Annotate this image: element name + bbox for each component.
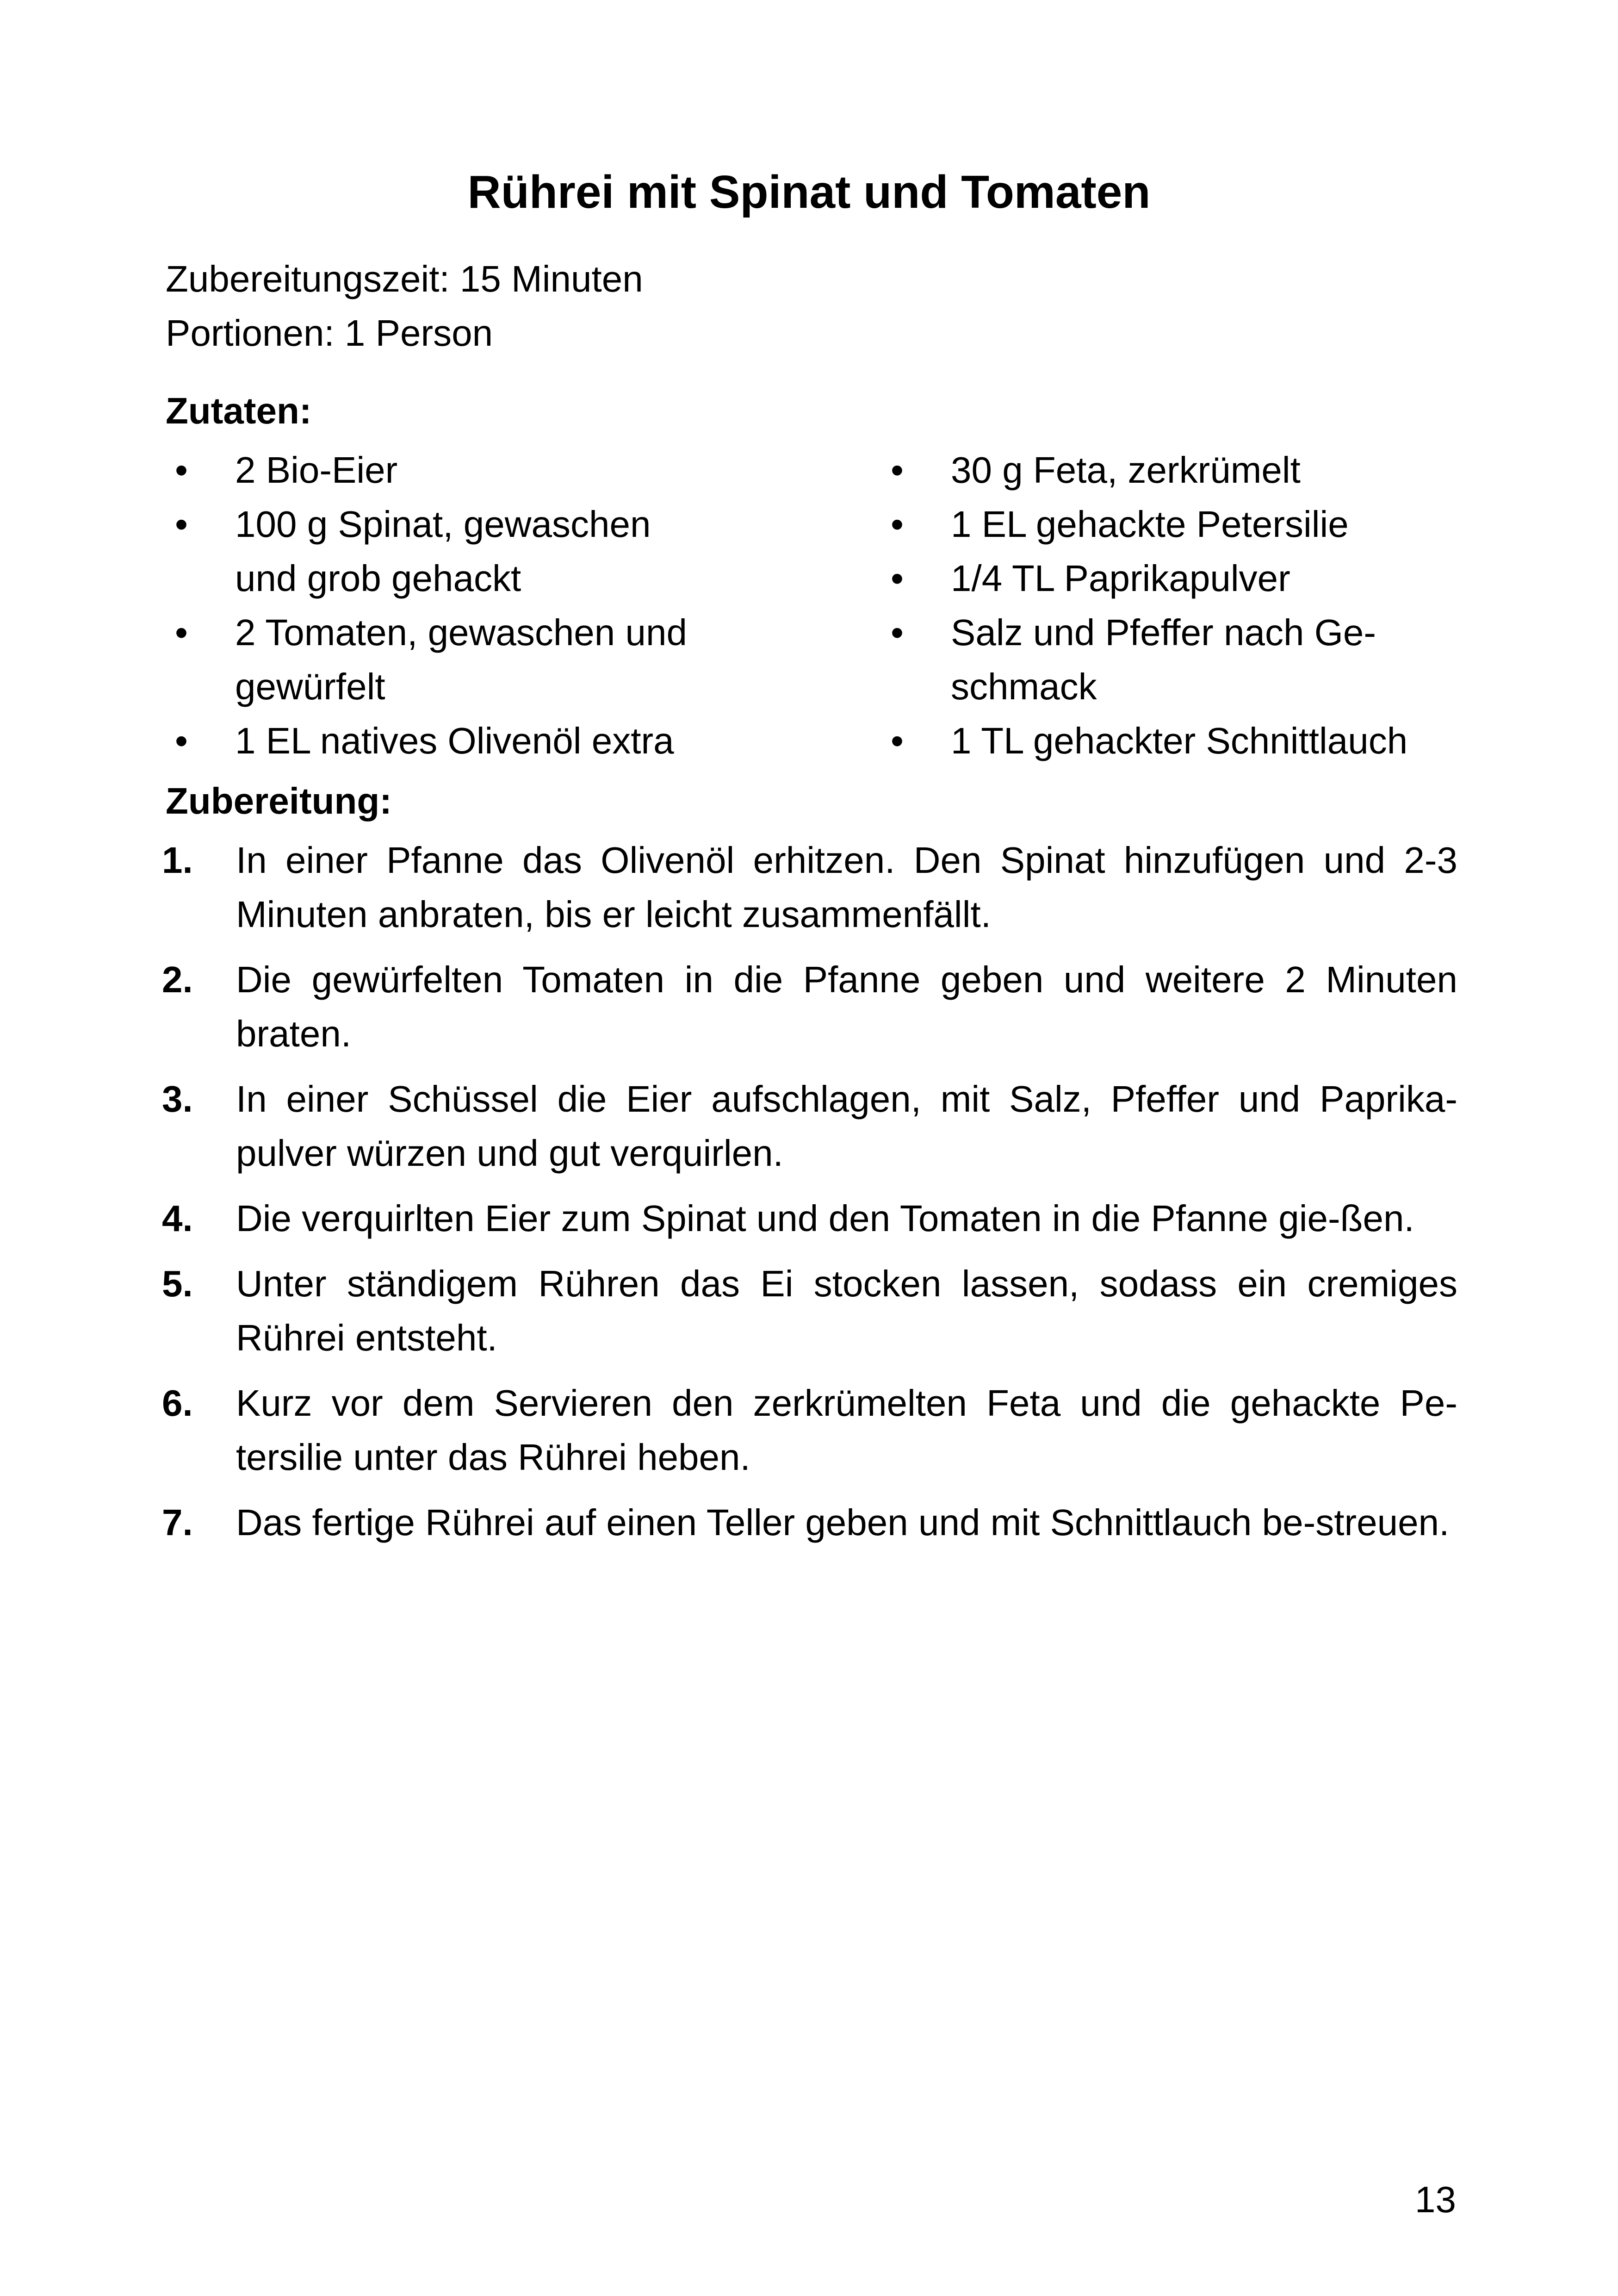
- ingredient-item: [881, 443, 1506, 497]
- step-item: [162, 1072, 1457, 1180]
- step-text: Die verquirlten Eier zum Spinat und den Tomaten in die Pfanne gie-ßen.: [236, 1198, 1414, 1239]
- ingredient-item: [166, 605, 790, 714]
- preparation-steps: [162, 833, 1457, 1561]
- ingredient-text: 2 Bio-Eier: [235, 449, 398, 491]
- ingredient-item: [166, 714, 790, 768]
- step-number: 4.: [162, 1198, 193, 1239]
- ingredient-text: 100 g Spinat, gewaschen: [235, 504, 651, 545]
- step-number: 6.: [162, 1382, 193, 1424]
- ingredient-item: [166, 443, 790, 497]
- step-number: 2.: [162, 959, 193, 1000]
- step-item: [162, 1257, 1457, 1365]
- ingredient-item: [881, 551, 1506, 605]
- bullet-icon: •: [175, 720, 188, 761]
- step-number: 5.: [162, 1263, 193, 1304]
- page-number: 13: [1415, 2179, 1456, 2220]
- preparation-heading: Zubereitung:: [166, 780, 392, 821]
- bullet-icon: •: [175, 504, 188, 545]
- step-text: Kurz vor dem Servieren den zerkrümelten Feta und die gehackte Pe-tersilie unter das Rührei heben.: [236, 1382, 1457, 1478]
- bullet-icon: •: [891, 720, 904, 761]
- ingredient-text: gewürfelt: [235, 666, 385, 707]
- servings: Portionen: 1 Person: [166, 312, 493, 354]
- bullet-icon: •: [175, 612, 188, 653]
- ingredients-right-column: [881, 443, 1506, 768]
- ingredient-text: 1 TL gehackter Schnittlauch: [951, 720, 1408, 761]
- step-number: 7.: [162, 1502, 193, 1543]
- ingredient-text: 1 EL gehackte Petersilie: [951, 504, 1349, 545]
- step-item: [162, 1376, 1457, 1484]
- bullet-icon: •: [891, 504, 904, 545]
- step-text: In einer Schüssel die Eier aufschlagen, mit Salz, Pfeffer und Paprika-pulver würzen und gut verquirlen.: [236, 1078, 1457, 1174]
- step-item: [162, 1191, 1457, 1245]
- bullet-icon: •: [891, 612, 904, 653]
- step-item: [162, 833, 1457, 941]
- bullet-icon: •: [891, 558, 904, 599]
- ingredients-left-column: [166, 443, 790, 768]
- prep-time: Zubereitungszeit: 15 Minuten: [166, 258, 643, 299]
- step-text: Unter ständigem Rühren das Ei stocken lassen, sodass ein cremiges Rührei entsteht.: [236, 1263, 1457, 1358]
- ingredient-text: 1/4 TL Paprikapulver: [951, 558, 1290, 599]
- ingredient-text: 2 Tomaten, gewaschen und: [235, 612, 687, 653]
- bullet-icon: •: [175, 449, 188, 491]
- step-text: Die gewürfelten Tomaten in die Pfanne geben und weitere 2 Minuten braten.: [236, 959, 1457, 1054]
- step-item: [162, 1495, 1457, 1549]
- ingredient-item: [166, 497, 790, 605]
- bullet-icon: •: [891, 449, 904, 491]
- ingredient-item: [881, 497, 1506, 551]
- ingredient-text: 1 EL natives Olivenöl extra: [235, 720, 674, 761]
- ingredient-text: und grob gehackt: [235, 558, 521, 599]
- step-number: 1.: [162, 840, 193, 881]
- step-number: 3.: [162, 1078, 193, 1120]
- ingredient-text: schmack: [951, 666, 1097, 707]
- ingredient-item: [881, 605, 1506, 714]
- ingredient-text: Salz und Pfeffer nach Ge-: [951, 612, 1376, 653]
- step-text: Das fertige Rührei auf einen Teller geben und mit Schnittlauch be-streuen.: [236, 1502, 1450, 1543]
- step-text: In einer Pfanne das Olivenöl erhitzen. Den Spinat hinzufügen und 2-3 Minuten anbraten, bis er leicht zusammenfällt.: [236, 840, 1457, 935]
- ingredient-text: 30 g Feta, zerkrümelt: [951, 449, 1301, 491]
- ingredients-heading: Zutaten:: [166, 390, 312, 431]
- step-item: [162, 952, 1457, 1061]
- ingredient-item: [881, 714, 1506, 768]
- recipe-title: Rührei mit Spinat und Tomaten: [467, 166, 1151, 218]
